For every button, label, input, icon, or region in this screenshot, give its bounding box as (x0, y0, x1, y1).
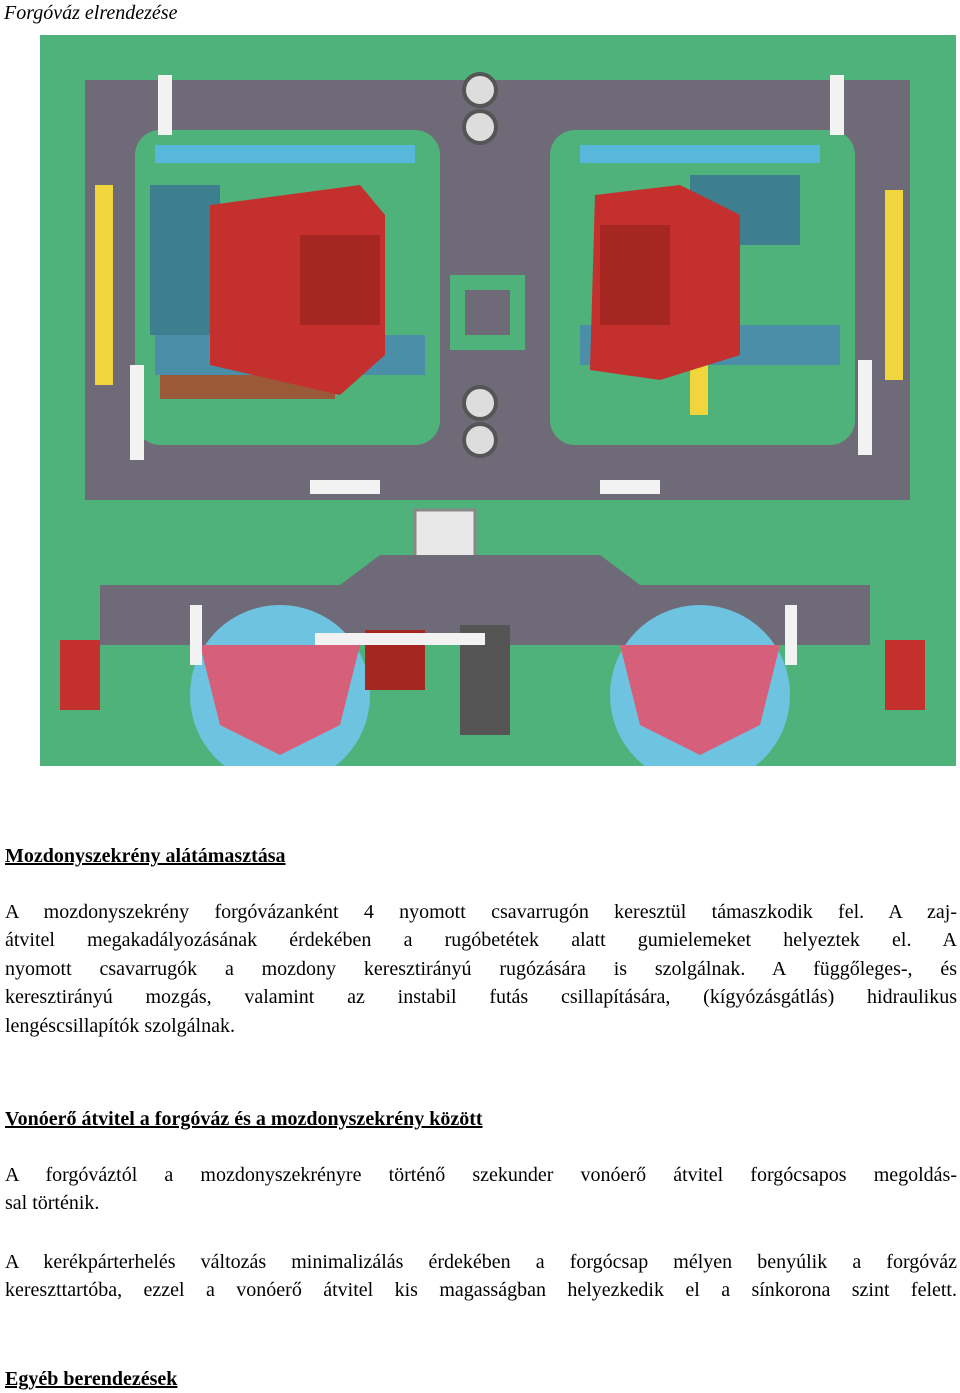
paragraph (5, 1248, 957, 1305)
figure-caption: Forgóváz elrendezése (4, 2, 178, 24)
text-line: A forgóváztól a mozdonyszekrényre történő szekunder vonóerő átvitel forgócsapos megoldás- (5, 1164, 957, 1186)
text-line: A kerékpárterhelés változás minimalizálás érdekében a forgócsap mélyen benyúlik a forgóváz (5, 1251, 957, 1273)
text-line: kereszttartóba, ezzel a vonóerő átvitel kis magasságban helyezkedik el a sínkorona szint felett. (5, 1279, 957, 1302)
text-line: A mozdonyszekrény forgóvázanként 4 nyomott csavarrugón keresztül támaszkodik fel. A zaj- (5, 901, 957, 923)
paragraph (5, 898, 957, 1040)
paragraph (5, 1161, 957, 1218)
bogie-drawing (40, 35, 956, 766)
text-line: nyomott csavarrugók a mozdony keresztirányú rugózására is szolgálnak. A függőleges-, és (5, 957, 957, 980)
section-heading: Vonóerő átvitel a forgóváz és a mozdonyszekrény között (5, 1108, 483, 1130)
section-heading: Mozdonyszekrény alátámasztása (5, 845, 286, 867)
section-heading: Egyéb berendezések (5, 1368, 178, 1390)
text-line: átvitel megakadályozásának érdekében a rugóbetétek alatt gumielemeket helyeztek el. A (5, 929, 957, 952)
bogie-plan-view (85, 74, 910, 500)
text-line: sal történik. (5, 1192, 100, 1215)
text-line: lengéscsillapítók szolgálnak. (5, 1014, 235, 1037)
text-line: keresztirányú mozgás, valamint az instabil futás csillapítására, (kígyózásgátlás) hidraulikus (5, 986, 957, 1009)
